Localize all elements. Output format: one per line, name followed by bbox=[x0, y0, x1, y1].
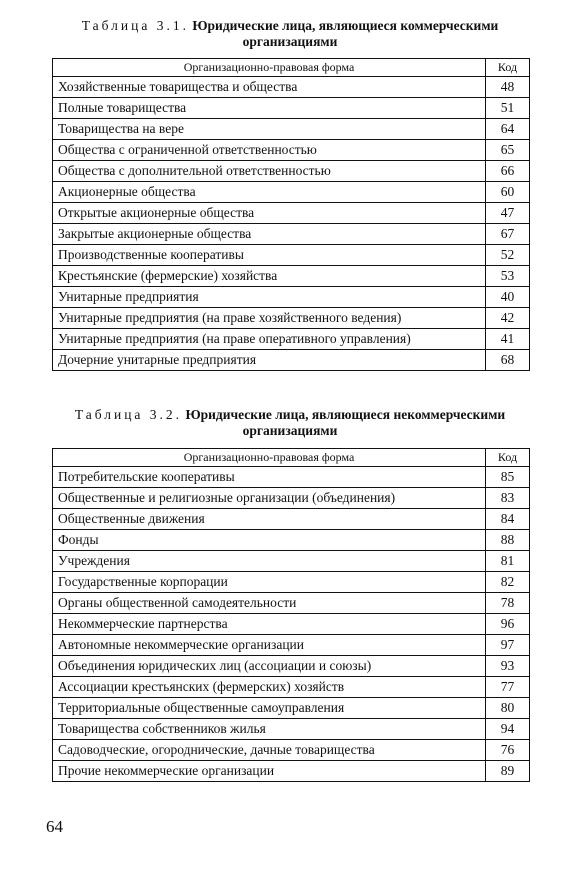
table-row bbox=[53, 266, 530, 287]
table-row bbox=[53, 182, 530, 203]
code-cell: 67 bbox=[486, 224, 530, 245]
org-form-cell: Общественные и религиозные организации (объединения) bbox=[53, 488, 486, 509]
table-row bbox=[53, 698, 530, 719]
code-cell: 47 bbox=[486, 203, 530, 224]
table2-header-row bbox=[53, 449, 530, 467]
code-cell: 66 bbox=[486, 161, 530, 182]
code-cell: 84 bbox=[486, 509, 530, 530]
code-cell: 68 bbox=[486, 350, 530, 371]
code-cell: 40 bbox=[486, 287, 530, 308]
code-cell: 42 bbox=[486, 308, 530, 329]
org-form-cell: Акционерные общества bbox=[53, 182, 486, 203]
org-form-cell: Автономные некоммерческие организации bbox=[53, 635, 486, 656]
table-row bbox=[53, 350, 530, 371]
code-cell: 81 bbox=[486, 551, 530, 572]
table-row bbox=[53, 614, 530, 635]
org-form-cell: Товарищества на вере bbox=[53, 119, 486, 140]
code-cell: 88 bbox=[486, 530, 530, 551]
table2 bbox=[52, 448, 530, 782]
code-cell: 48 bbox=[486, 77, 530, 98]
code-cell: 78 bbox=[486, 593, 530, 614]
org-form-cell: Учреждения bbox=[53, 551, 486, 572]
code-cell: 96 bbox=[486, 614, 530, 635]
org-form-cell: Объединения юридических лиц (ассоциации и союзы) bbox=[53, 656, 486, 677]
code-cell: 65 bbox=[486, 140, 530, 161]
org-form-cell: Открытые акционерные общества bbox=[53, 203, 486, 224]
table-row bbox=[53, 551, 530, 572]
code-cell: 97 bbox=[486, 635, 530, 656]
table2-caption-lead: Таблица 3.2. bbox=[74, 407, 183, 422]
org-form-cell: Общества с ограниченной ответственностью bbox=[53, 140, 486, 161]
code-cell: 52 bbox=[486, 245, 530, 266]
code-cell: 94 bbox=[486, 719, 530, 740]
table1-body bbox=[53, 77, 530, 371]
table-row bbox=[53, 203, 530, 224]
code-cell: 89 bbox=[486, 761, 530, 782]
org-form-cell: Фонды bbox=[53, 530, 486, 551]
org-form-cell: Садоводческие, огороднические, дачные товарищества bbox=[53, 740, 486, 761]
table2-header-form: Организационно-правовая форма bbox=[53, 449, 486, 467]
table2-caption bbox=[40, 407, 540, 439]
org-form-cell: Закрытые акционерные общества bbox=[53, 224, 486, 245]
table-row bbox=[53, 329, 530, 350]
code-cell: 76 bbox=[486, 740, 530, 761]
table-row bbox=[53, 530, 530, 551]
org-form-cell: Полные товарищества bbox=[53, 98, 486, 119]
table1-caption-title: Юридические лица, являющиеся коммерческими организациями bbox=[192, 18, 499, 49]
table-row bbox=[53, 635, 530, 656]
table1-header-row bbox=[53, 59, 530, 77]
code-cell: 60 bbox=[486, 182, 530, 203]
org-form-cell: Унитарные предприятия bbox=[53, 287, 486, 308]
code-cell: 64 bbox=[486, 119, 530, 140]
table-row bbox=[53, 761, 530, 782]
code-cell: 93 bbox=[486, 656, 530, 677]
org-form-cell: Ассоциации крестьянских (фермерских) хозяйств bbox=[53, 677, 486, 698]
table-row bbox=[53, 593, 530, 614]
table-row bbox=[53, 677, 530, 698]
table1-caption bbox=[40, 18, 540, 50]
org-form-cell: Дочерние унитарные предприятия bbox=[53, 350, 486, 371]
table-row bbox=[53, 488, 530, 509]
table1 bbox=[52, 58, 530, 371]
table-row bbox=[53, 308, 530, 329]
table-row bbox=[53, 140, 530, 161]
org-form-cell: Товарищества собственников жилья bbox=[53, 719, 486, 740]
org-form-cell: Территориальные общественные самоуправления bbox=[53, 698, 486, 719]
org-form-cell: Хозяйственные товарищества и общества bbox=[53, 77, 486, 98]
org-form-cell: Крестьянские (фермерские) хозяйства bbox=[53, 266, 486, 287]
table-row bbox=[53, 77, 530, 98]
table-row bbox=[53, 719, 530, 740]
table2-caption-title: Юридические лица, являющиеся некоммерческими организациями bbox=[185, 407, 506, 438]
table-row bbox=[53, 161, 530, 182]
code-cell: 77 bbox=[486, 677, 530, 698]
table1-header-form: Организационно-правовая форма bbox=[53, 59, 486, 77]
table-row bbox=[53, 467, 530, 488]
page-number: 64 bbox=[46, 817, 63, 836]
table-row bbox=[53, 509, 530, 530]
table-row bbox=[53, 740, 530, 761]
code-cell: 85 bbox=[486, 467, 530, 488]
code-cell: 83 bbox=[486, 488, 530, 509]
org-form-cell: Унитарные предприятия (на праве хозяйственного ведения) bbox=[53, 308, 486, 329]
org-form-cell: Органы общественной самодеятельности bbox=[53, 593, 486, 614]
table-row bbox=[53, 572, 530, 593]
org-form-cell: Унитарные предприятия (на праве оперативного управления) bbox=[53, 329, 486, 350]
table-row bbox=[53, 245, 530, 266]
table-row bbox=[53, 119, 530, 140]
org-form-cell: Государственные корпорации bbox=[53, 572, 486, 593]
table2-body bbox=[53, 467, 530, 782]
org-form-cell: Прочие некоммерческие организации bbox=[53, 761, 486, 782]
org-form-cell: Общества с дополнительной ответственностью bbox=[53, 161, 486, 182]
table-row bbox=[53, 656, 530, 677]
org-form-cell: Некоммерческие партнерства bbox=[53, 614, 486, 635]
table-row bbox=[53, 287, 530, 308]
org-form-cell: Производственные кооперативы bbox=[53, 245, 486, 266]
org-form-cell: Потребительские кооперативы bbox=[53, 467, 486, 488]
table1-caption-lead: Таблица 3.1. bbox=[81, 18, 189, 33]
code-cell: 80 bbox=[486, 698, 530, 719]
org-form-cell: Общественные движения bbox=[53, 509, 486, 530]
code-cell: 53 bbox=[486, 266, 530, 287]
code-cell: 41 bbox=[486, 329, 530, 350]
table-row bbox=[53, 224, 530, 245]
code-cell: 82 bbox=[486, 572, 530, 593]
code-cell: 51 bbox=[486, 98, 530, 119]
table-row bbox=[53, 98, 530, 119]
table1-header-code: Код bbox=[486, 59, 530, 77]
table2-header-code: Код bbox=[486, 449, 530, 467]
